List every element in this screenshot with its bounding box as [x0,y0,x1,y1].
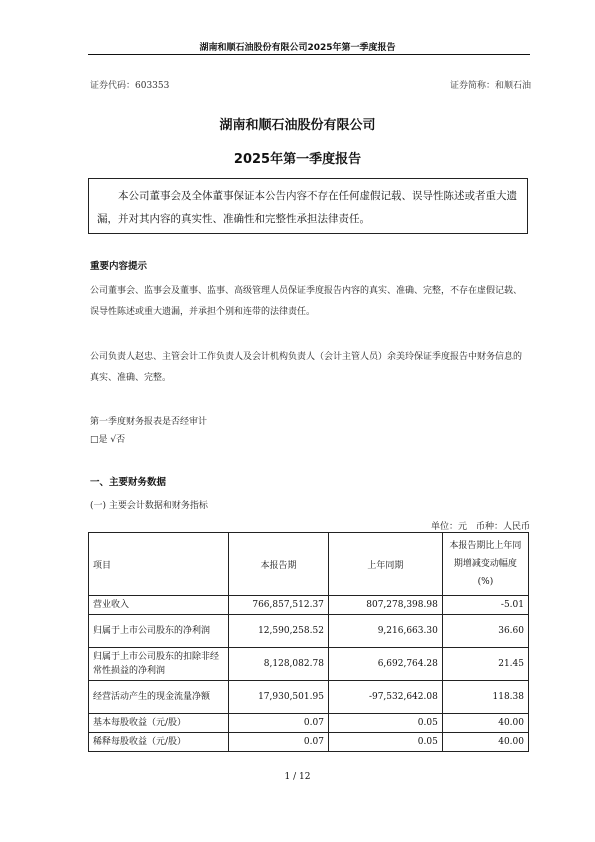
row-label: 稀释每股收益（元/股） [89,733,229,752]
row-value-change: 40.00 [442,714,528,733]
stock-code: 证券代码：603353 [90,81,170,91]
row-value-prior: 9,216,663.30 [328,615,442,648]
row-label: 基本每股收益（元/股） [89,714,229,733]
row-value-change: 118.38 [442,681,528,714]
row-label: 经营活动产生的现金流量净额 [89,681,229,714]
row-value-change: 36.60 [442,615,528,648]
row-value-current: 17,930,501.95 [229,681,329,714]
key-tips-heading: 重要内容提示 [90,261,148,272]
running-header: 湖南和顺石油股份有限公司2025年第一季度报告 [199,43,396,53]
header-item: 项目 [89,533,229,596]
audit-options: □是 √否 [90,435,126,445]
stock-abbreviation: 证券简称：和顺石油 [449,81,531,91]
row-value-prior: -97,532,642.08 [328,681,442,714]
row-value-current: 766,857,512.37 [229,596,329,615]
row-value-change: -5.01 [442,596,528,615]
subsection-accounting-data: (一) 主要会计数据和财务指标 [90,501,208,511]
table-row [89,714,529,733]
tip-paragraph-1: 公司董事会、监事会及董事、监事、高级管理人员保证季度报告内容的真实、准确、完整，不存在虚假记载、误导性陈述或重大遗漏，并承担个别和连带的法律责任。 [90,286,523,317]
tip-paragraph-2: 公司负责人赵忠、主管会计工作负责人及会计机构负责人（会计主管人员）余美玲保证季度报告中财务信息的真实、准确、完整。 [90,352,523,383]
table-row [89,596,529,615]
header-rule [88,54,530,55]
row-value-prior: 6,692,764.28 [328,648,442,681]
row-value-prior: 0.05 [328,733,442,752]
row-value-current: 0.07 [229,733,329,752]
row-label: 归属于上市公司股东的净利润 [89,615,229,648]
table-header-row [89,533,529,596]
row-value-prior: 807,278,398.98 [328,596,442,615]
header-change-pct: 本报告期比上年同期增减变动幅度(%) [442,533,528,596]
row-label: 归属于上市公司股东的扣除非经常性损益的净利润 [89,648,229,681]
row-value-change: 40.00 [442,733,528,752]
company-name: 湖南和顺石油股份有限公司 [219,118,376,133]
section-main-financial-data: 一、主要财务数据 [90,477,167,488]
audit-question: 第一季度财务报表是否经审计 [90,417,208,427]
row-label: 营业收入 [89,596,229,615]
row-value-change: 21.45 [442,648,528,681]
header-prior-period: 上年同期 [328,533,442,596]
row-value-current: 12,590,258.52 [229,615,329,648]
disclaimer-box: 本公司董事会及全体董事保证本公告内容不存在任何虚假记载、误导性陈述或者重大遗漏，并对其内容的真实性、准确性和完整性承担法律责任。 [88,178,528,234]
header-current-period: 本报告期 [229,533,329,596]
table-row [89,648,529,681]
table-row [89,733,529,752]
financial-table [88,532,529,752]
stock-info-row [90,78,531,91]
row-value-prior: 0.05 [328,714,442,733]
row-value-current: 0.07 [229,714,329,733]
table-row [89,615,529,648]
table-row [89,681,529,714]
page-number: 1 / 12 [284,772,311,782]
unit-label: 单位：元 币种：人民币 [430,522,530,532]
report-title: 2025年第一季度报告 [233,152,362,167]
row-value-current: 8,128,082.78 [229,648,329,681]
